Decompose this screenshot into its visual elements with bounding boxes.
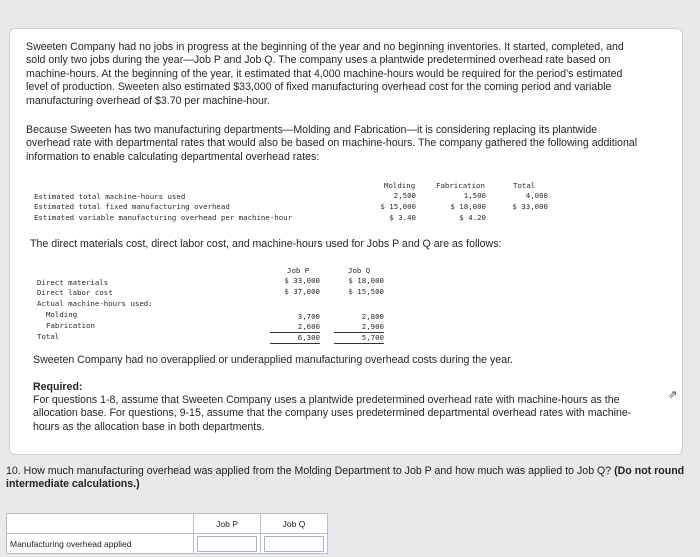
dept-cell: $ 3.40: [389, 213, 416, 222]
dept-cell: $ 15,000: [380, 202, 416, 211]
jobs-row-label: Direct labor cost: [37, 288, 113, 297]
intro-paragraph-3: The direct materials cost, direct labor cost, and machine-hours used for Jobs P and Q are as follows:: [30, 238, 502, 250]
jobs-cell: 3,700: [297, 312, 320, 321]
answer-row-label: Manufacturing overhead applied: [7, 534, 194, 554]
jobs-row-label: Direct materials: [37, 278, 109, 287]
job-q-overhead-input[interactable]: [264, 536, 324, 552]
jobs-cell: 5,700: [334, 333, 384, 344]
jobs-cell: $ 37,000: [284, 287, 320, 296]
jobs-cell: $ 33,000: [284, 276, 320, 285]
dept-cell: $ 18,000: [450, 202, 486, 211]
required-text: For questions 1-8, assume that Sweeten Company uses a plantwide predetermined overhead rate with machine-hours as the allocation base. For questions, 9-15, assume that the company uses predetermined departmental overhead rates with machine-hours as the allocation base in both departments.: [33, 394, 632, 433]
intro-paragraph-2: Because Sweeten has two manufacturing departments—Molding and Fabrication—it is considering replacing its plantwide overhead rate with departmental rates that would also be based on machine-hours. The company gathered the following additional information to enable calculating departmental overhead rates:: [26, 124, 638, 163]
jobs-cell: 2,600: [270, 322, 320, 333]
dept-header-molding: Molding: [384, 181, 416, 190]
jobs-cell: 2,900: [334, 322, 384, 333]
dept-header-total: Total: [513, 181, 536, 190]
jobs-row-label: Molding: [46, 310, 78, 319]
answer-header-job-p: Job P: [194, 514, 261, 534]
intro-paragraph-4: Sweeten Company had no overapplied or underapplied manufacturing overhead costs during the year.: [33, 354, 513, 366]
dept-cell: $ 4.20: [459, 213, 486, 222]
job-p-overhead-input[interactable]: [197, 536, 257, 552]
pointer-cursor-icon: ⇗: [668, 389, 678, 401]
jobs-row-label: Total: [37, 332, 60, 341]
jobs-mh-label: Actual machine-hours used:: [37, 299, 153, 308]
question-body: 10. How much manufacturing overhead was applied from the Molding Department to Job P and how much was applied to Job Q?: [6, 465, 612, 477]
answer-header-job-q: Job Q: [261, 514, 328, 534]
dept-row-label: Estimated variable manufacturing overhead per machine-hour: [34, 213, 293, 222]
jobs-cell: 2,800: [361, 312, 384, 321]
required-heading: Required:: [33, 381, 83, 393]
dept-row-label: Estimated total fixed manufacturing overhead: [34, 202, 230, 211]
dept-cell: 4,000: [525, 191, 548, 200]
dept-header-fabrication: Fabrication: [436, 181, 485, 190]
jobs-cell: $ 18,000: [348, 276, 384, 285]
question-text: [6, 465, 686, 492]
dept-cell: 1,500: [463, 191, 486, 200]
answer-cell-job-p[interactable]: [194, 534, 261, 554]
jobs-header-q: Job Q: [348, 266, 371, 275]
jobs-cell: $ 15,500: [348, 287, 384, 296]
intro-paragraph-1: Sweeten Company had no jobs in progress at the beginning of the year and no beginning inventories. It started, completed, and sold only two jobs during the year—Job P and Job Q. The company uses a plantwide predetermined overhead rate based on machine-hours. At the beginning of the year, it estimated that 4,000 machine-hours would be required for the period’s estimated level of production. Sweeten also estimated $33,000 of fixed manufacturing overhead cost for the coming period and variable manufacturing overhead of $3.70 per machine-hour.: [26, 41, 624, 107]
jobs-row-label: Fabrication: [46, 321, 95, 330]
jobs-header-p: Job P: [287, 266, 310, 275]
dept-row-label: Estimated total machine-hours used: [34, 192, 186, 201]
answer-header-blank: [7, 514, 194, 534]
answer-cell-job-q[interactable]: [261, 534, 328, 554]
jobs-cell: 6,300: [270, 333, 320, 344]
question-note: (Do not round intermediate calculations.): [6, 465, 685, 491]
dept-cell: 2,500: [393, 191, 416, 200]
answer-table: [6, 513, 328, 554]
dept-cell: $ 33,000: [512, 202, 548, 211]
